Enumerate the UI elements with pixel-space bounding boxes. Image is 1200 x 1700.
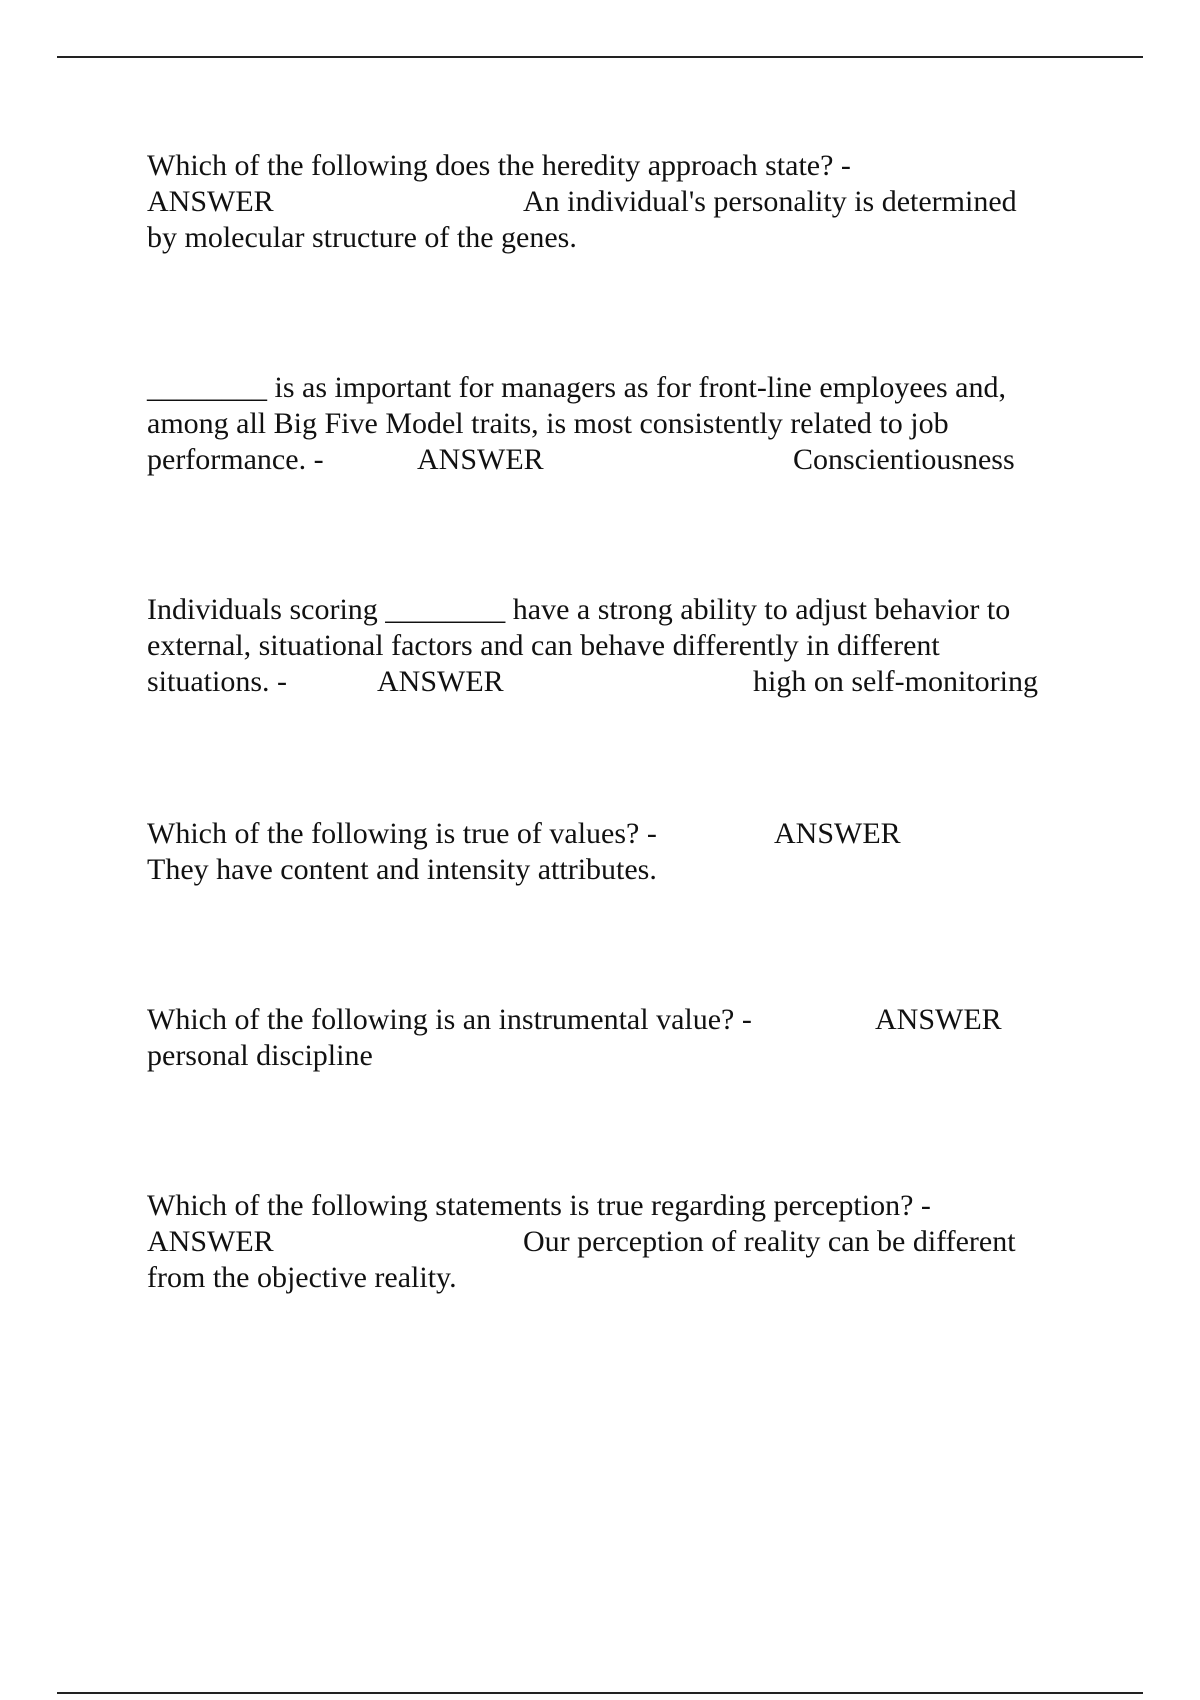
answer-label: ANSWER [147, 185, 274, 218]
qa-item-5 [147, 1002, 1077, 1074]
question-text: among all Big Five Model traits, is most consistently related to job [147, 407, 949, 440]
answer-line [147, 184, 1077, 220]
answer-text: high on self-monitoring [753, 665, 1038, 698]
answer-text-continued: from the objective reality. [147, 1261, 457, 1294]
question-text: performance. - [147, 443, 324, 476]
qa-item-2 [147, 370, 1077, 478]
question-text: Individuals scoring ________ have a strong ability to adjust behavior to [147, 593, 1011, 626]
answer-label: ANSWER [774, 817, 901, 850]
answer-label: ANSWER [377, 665, 504, 698]
qa-item-3 [147, 592, 1077, 700]
top-rule [57, 56, 1143, 58]
question-text: Which of the following is an instrumental value? - [147, 1003, 752, 1036]
question-line [147, 1002, 1077, 1038]
question-text: external, situational factors and can behave differently in different [147, 629, 940, 662]
answer-line [147, 1224, 1077, 1260]
bottom-rule [57, 1692, 1143, 1694]
answer-line [147, 664, 1077, 700]
question-line [147, 816, 1077, 852]
question-text: Which of the following is true of values? - [147, 817, 657, 850]
answer-label: ANSWER [875, 1003, 1002, 1036]
question-text: ________ is as important for managers as for front-line employees and, [147, 371, 1006, 404]
qa-item-4 [147, 816, 1077, 888]
qa-item-6 [147, 1188, 1077, 1296]
answer-text: Conscientiousness [793, 443, 1015, 476]
answer-text: They have content and intensity attributes. [147, 853, 657, 886]
answer-label: ANSWER [417, 443, 544, 476]
answer-text: Our perception of reality can be different [523, 1225, 1016, 1258]
answer-text: personal discipline [147, 1039, 373, 1072]
answer-text: An individual's personality is determined [523, 185, 1017, 218]
answer-text-continued: by molecular structure of the genes. [147, 221, 577, 254]
question-text: situations. - [147, 665, 287, 698]
question-text: Which of the following statements is true regarding perception? - [147, 1189, 931, 1222]
question-text: Which of the following does the heredity approach state? - [147, 149, 851, 182]
qa-item-1 [147, 148, 1077, 256]
answer-line [147, 442, 1077, 478]
answer-label: ANSWER [147, 1225, 274, 1258]
